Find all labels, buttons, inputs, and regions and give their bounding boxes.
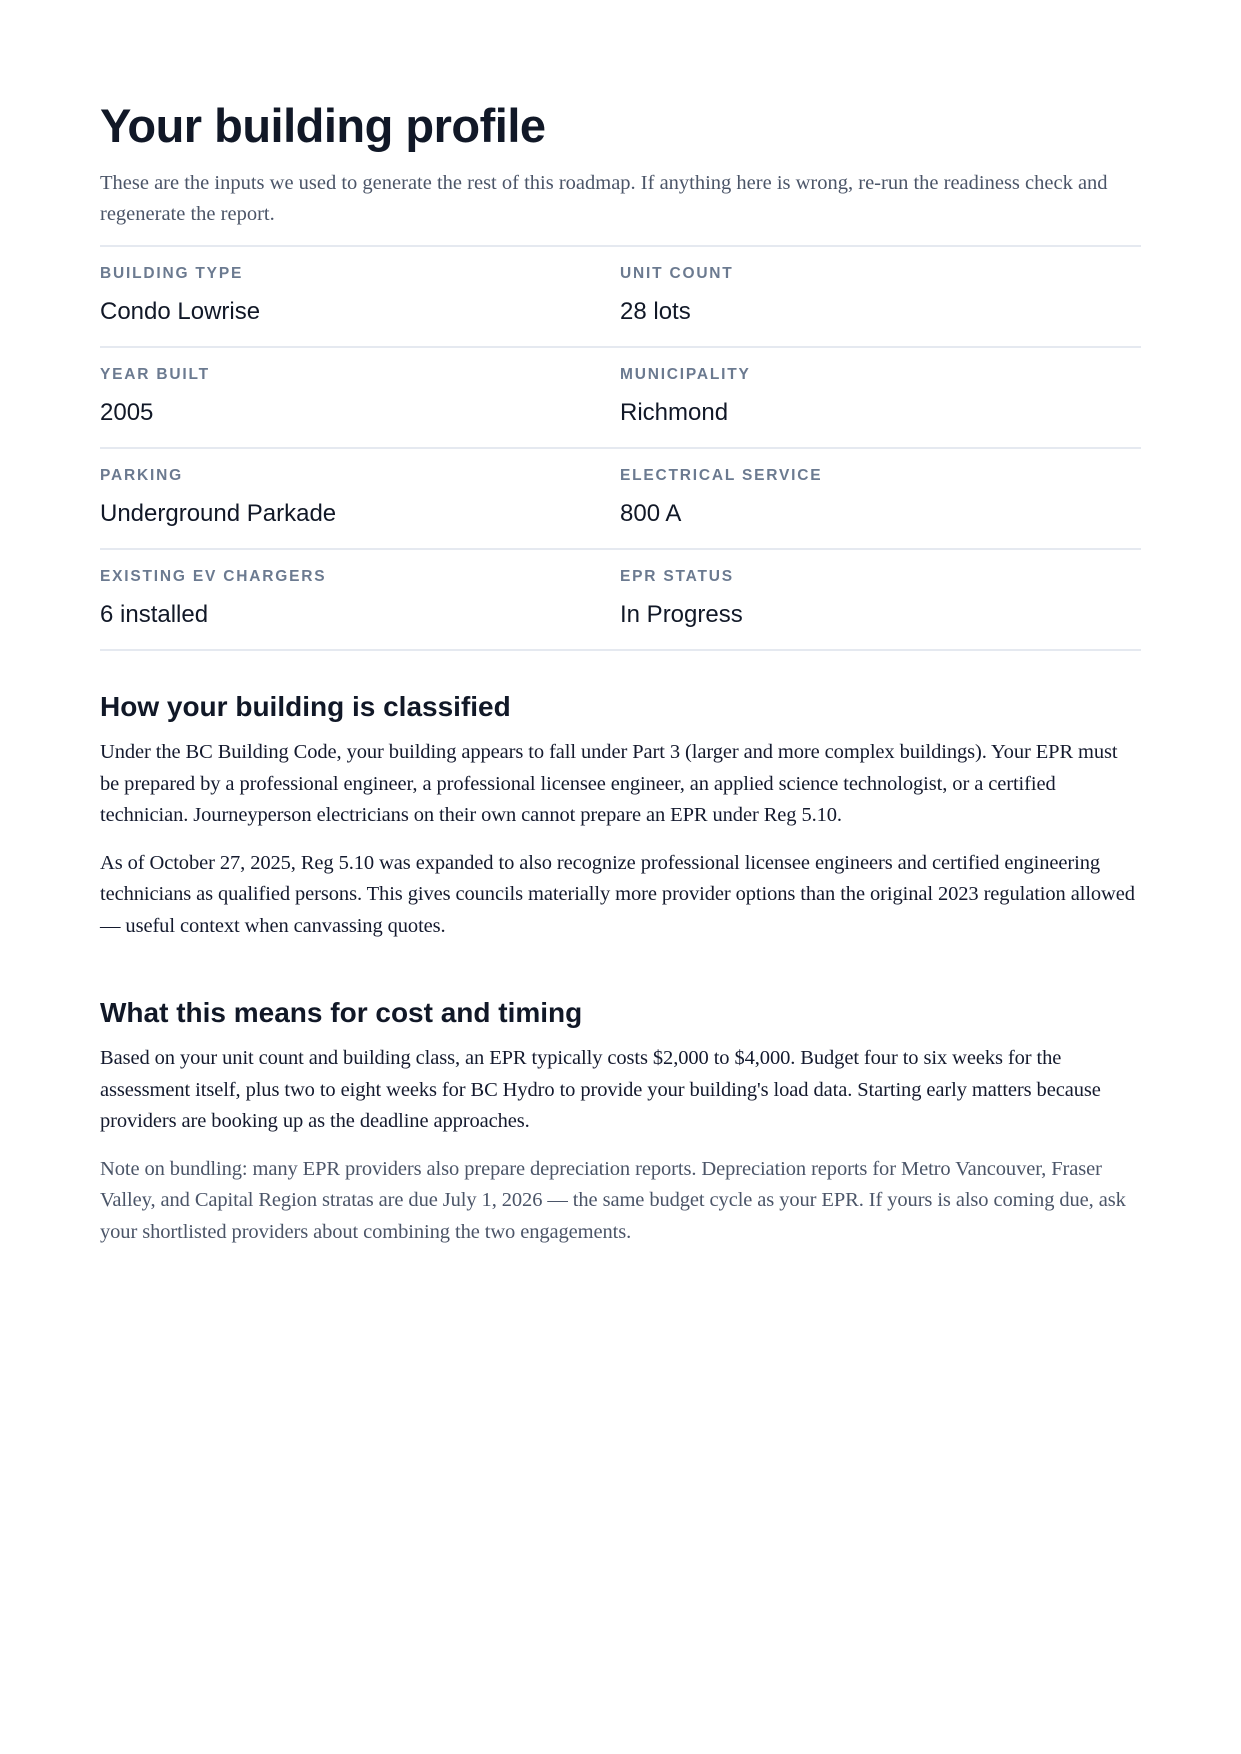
cost-timing-section <box>100 995 1141 1248</box>
field-value: In Progress <box>620 601 743 628</box>
classification-paragraph: Under the BC Building Code, your building appears to fall under Part 3 (larger and more complex buildings). Your EPR must be prepared by a professional engineer, a professional licensee engineer, an applied science technologist, or a certified technician. Journeyperson electricians on their own cannot prepare an EPR under Reg 5.10. <box>100 741 1118 826</box>
profile-field-parking <box>100 449 620 550</box>
field-value: Condo Lowrise <box>100 298 261 325</box>
profile-field-electrical-service <box>620 449 1141 550</box>
field-label: EPR STATUS <box>620 568 734 585</box>
bundling-note: Note on bundling: many EPR providers also prepare depreciation reports. Depreciation reports for Metro Vancouver, Fraser Valley, and Capital Region stratas are due July 1, 2026 — the same budget cycle as your EPR. If yours is also coming due, ask your shortlisted providers about combining the two engagements. <box>100 1157 1126 1243</box>
classification-paragraph: As of October 27, 2025, Reg 5.10 was expanded to also recognize professional licensee engineers and certified engineering technicians as qualified persons. This gives councils materially more provider options than the original 2023 regulation allowed — useful context when canvassing quotes. <box>100 851 1135 937</box>
profile-field-existing-ev-chargers <box>100 550 620 651</box>
profile-grid <box>100 245 1141 651</box>
section-heading: How your building is classified <box>100 691 511 722</box>
field-label: YEAR BUILT <box>100 366 210 383</box>
profile-field-year-built <box>100 348 620 449</box>
field-value: 2005 <box>100 399 154 426</box>
field-label: UNIT COUNT <box>620 265 734 282</box>
field-value: 6 installed <box>100 601 209 628</box>
field-value: 28 lots <box>620 298 691 325</box>
page-title: Your building profile <box>100 99 546 152</box>
cost-timing-paragraph: Based on your unit count and building class, an EPR typically costs $2,000 to $4,000. Budget four to six weeks for the assessment itself, plus two to eight weeks for BC Hydro to provide your building's load data. Starting early matters because providers are booking up as the deadline approaches. <box>100 1047 1101 1132</box>
field-label: PARKING <box>100 467 183 484</box>
field-label: ELECTRICAL SERVICE <box>620 467 823 484</box>
profile-field-municipality <box>620 348 1141 449</box>
field-label: MUNICIPALITY <box>620 366 751 383</box>
profile-field-epr-status <box>620 550 1141 651</box>
building-profile-page <box>100 96 1141 1248</box>
field-value: 800 A <box>620 500 682 527</box>
field-value: Richmond <box>620 399 729 426</box>
classification-section <box>100 689 1141 942</box>
profile-field-unit-count <box>620 247 1141 348</box>
section-heading: What this means for cost and timing <box>100 997 583 1028</box>
profile-field-building-type <box>100 247 620 348</box>
field-label: BUILDING TYPE <box>100 265 244 282</box>
field-label: EXISTING EV CHARGERS <box>100 568 327 585</box>
intro-text: These are the inputs we used to generate the rest of this roadmap. If anything here is wrong, re-run the readiness check and regenerate the report. <box>100 172 1108 225</box>
field-value: Underground Parkade <box>100 500 337 527</box>
